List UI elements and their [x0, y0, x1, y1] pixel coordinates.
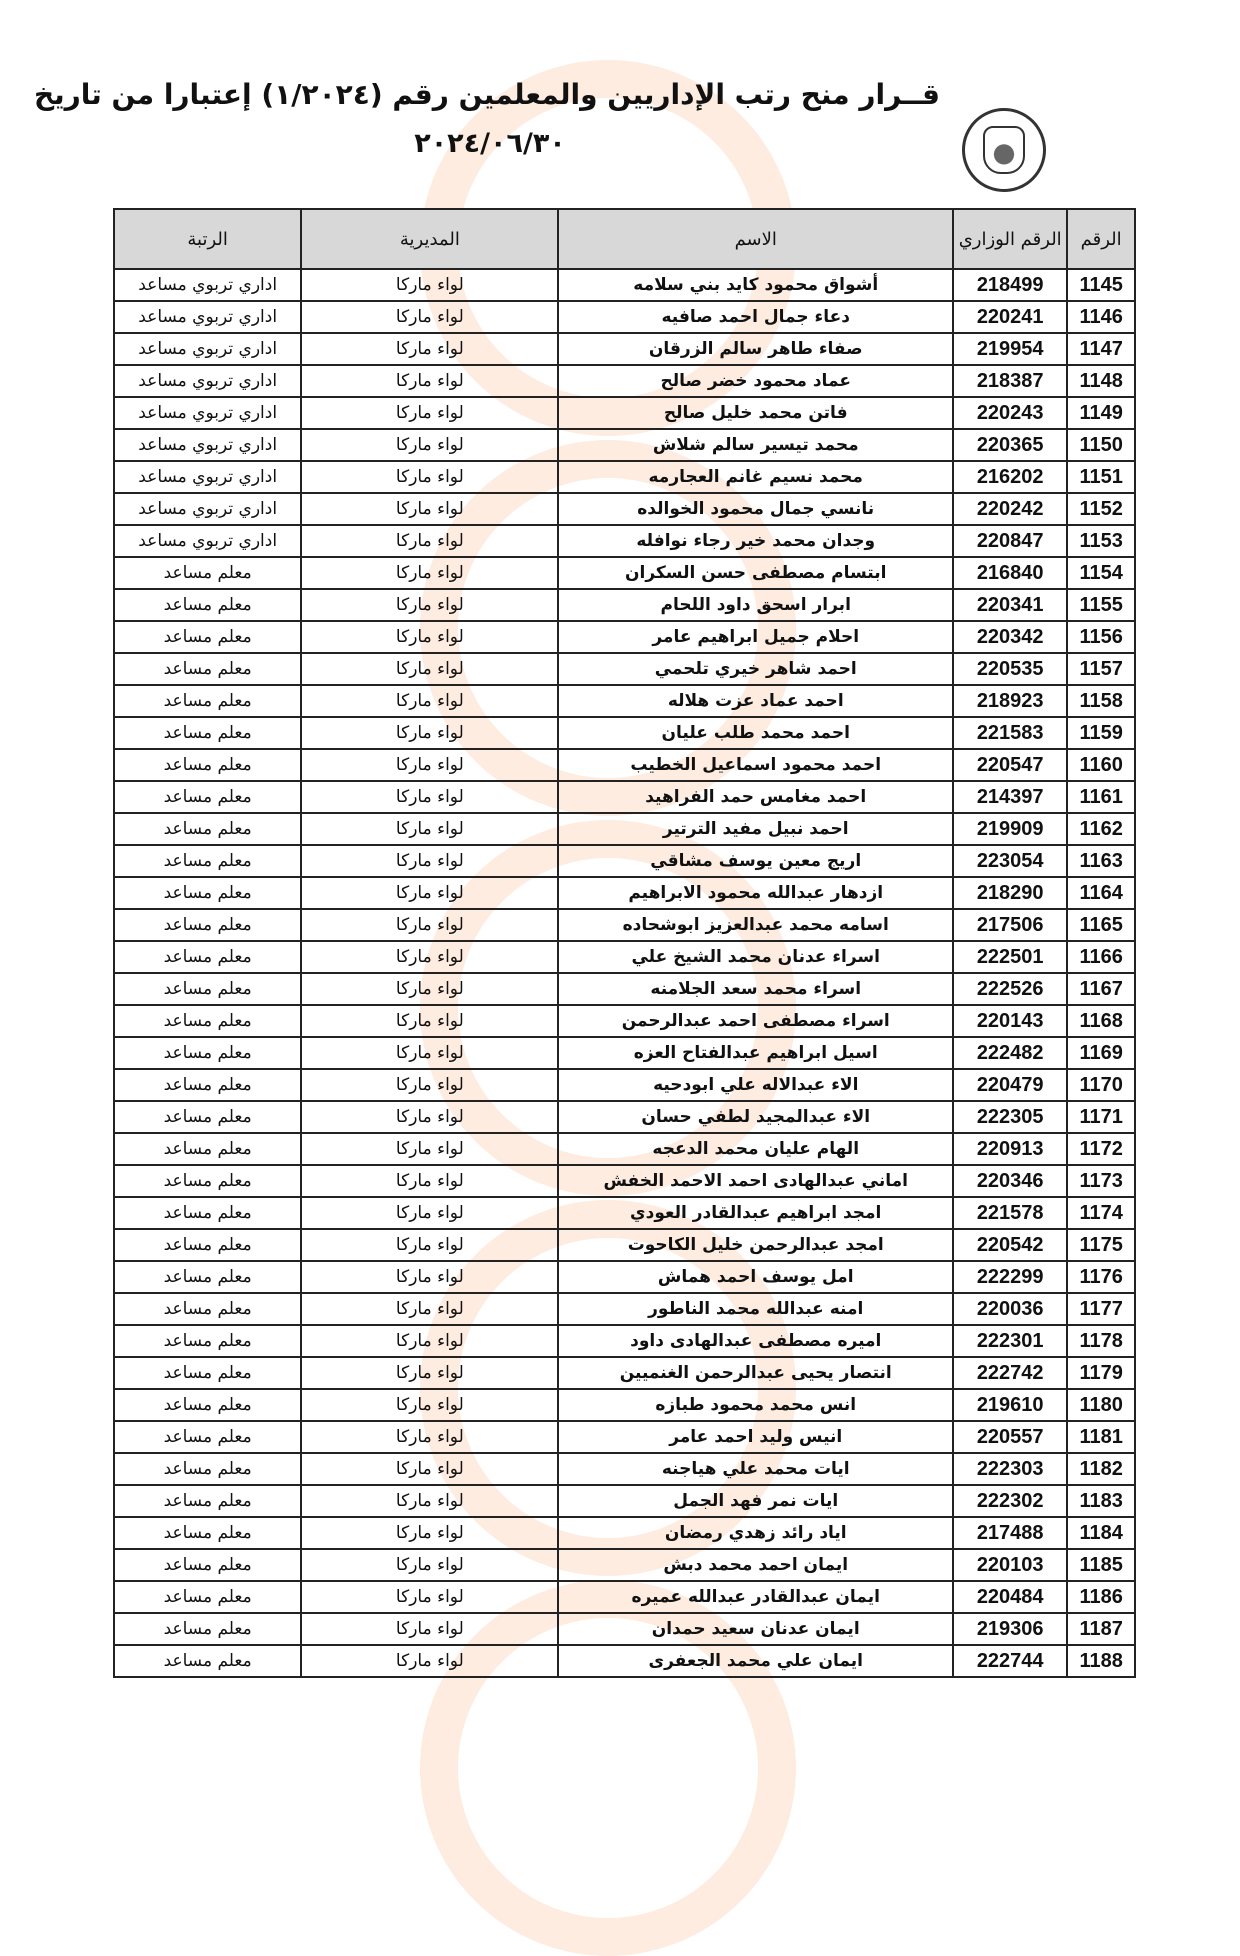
employee-name: ايمان علي محمد الجعفرى: [558, 1645, 953, 1677]
directorate: لواء ماركا: [301, 1133, 558, 1165]
row-number: 1178: [1067, 1325, 1135, 1357]
row-number: 1181: [1067, 1421, 1135, 1453]
row-number: 1145: [1067, 269, 1135, 301]
directorate: لواء ماركا: [301, 1229, 558, 1261]
row-number: 1158: [1067, 685, 1135, 717]
table-row: [114, 1069, 1135, 1101]
rank: معلم مساعد: [114, 1549, 301, 1581]
rank: اداري تربوي مساعد: [114, 333, 301, 365]
rank: معلم مساعد: [114, 1453, 301, 1485]
rank: معلم مساعد: [114, 1197, 301, 1229]
rank: اداري تربوي مساعد: [114, 461, 301, 493]
table-row: [114, 1293, 1135, 1325]
crest-icon: [983, 126, 1025, 174]
employee-name: امجد ابراهيم عبدالقادر العودي: [558, 1197, 953, 1229]
table-row: [114, 749, 1135, 781]
table-row: [114, 781, 1135, 813]
rank: معلم مساعد: [114, 1581, 301, 1613]
rank: معلم مساعد: [114, 1613, 301, 1645]
ministry-number: 218499: [953, 269, 1067, 301]
table-row: [114, 461, 1135, 493]
table-row: [114, 1005, 1135, 1037]
row-number: 1170: [1067, 1069, 1135, 1101]
row-number: 1167: [1067, 973, 1135, 1005]
employee-name: اسراء عدنان محمد الشيخ علي: [558, 941, 953, 973]
rank: معلم مساعد: [114, 557, 301, 589]
employee-name: احمد محمود اسماعيل الخطيب: [558, 749, 953, 781]
directorate: لواء ماركا: [301, 1421, 558, 1453]
directorate: لواء ماركا: [301, 1581, 558, 1613]
rank: معلم مساعد: [114, 781, 301, 813]
rank: معلم مساعد: [114, 1517, 301, 1549]
table-row: [114, 1549, 1135, 1581]
rank: معلم مساعد: [114, 717, 301, 749]
row-number: 1172: [1067, 1133, 1135, 1165]
row-number: 1184: [1067, 1517, 1135, 1549]
ministry-number: 222742: [953, 1357, 1067, 1389]
row-number: 1164: [1067, 877, 1135, 909]
row-number: 1161: [1067, 781, 1135, 813]
employee-name: اماني عبدالهادى احمد الاحمد الخفش: [558, 1165, 953, 1197]
employee-name: احمد عماد عزت هلاله: [558, 685, 953, 717]
table-row: [114, 1229, 1135, 1261]
rank: معلم مساعد: [114, 1037, 301, 1069]
directorate: لواء ماركا: [301, 653, 558, 685]
table-row: [114, 1645, 1135, 1677]
table-row: [114, 1517, 1135, 1549]
directorate: لواء ماركا: [301, 269, 558, 301]
employee-name: اسامه محمد عبدالعزيز ابوشحاده: [558, 909, 953, 941]
rank: معلم مساعد: [114, 749, 301, 781]
employee-name: امجد عبدالرحمن خليل الكاحوت: [558, 1229, 953, 1261]
row-number: 1157: [1067, 653, 1135, 685]
directorate: لواء ماركا: [301, 1357, 558, 1389]
rank: اداري تربوي مساعد: [114, 429, 301, 461]
ministry-logo: [962, 108, 1046, 192]
directorate: لواء ماركا: [301, 589, 558, 621]
table-row: [114, 1133, 1135, 1165]
row-number: 1147: [1067, 333, 1135, 365]
ministry-number: 220143: [953, 1005, 1067, 1037]
ministry-number: 220535: [953, 653, 1067, 685]
ministry-number: 220847: [953, 525, 1067, 557]
table-row: [114, 621, 1135, 653]
employee-name: محمد نسيم غانم العجارمه: [558, 461, 953, 493]
directorate: لواء ماركا: [301, 781, 558, 813]
ministry-number: 216840: [953, 557, 1067, 589]
directorate: لواء ماركا: [301, 813, 558, 845]
directorate: لواء ماركا: [301, 1101, 558, 1133]
directorate: لواء ماركا: [301, 909, 558, 941]
rank: اداري تربوي مساعد: [114, 493, 301, 525]
col-number: الرقم: [1067, 209, 1135, 269]
ministry-number: 220346: [953, 1165, 1067, 1197]
rank: معلم مساعد: [114, 1165, 301, 1197]
table-row: [114, 269, 1135, 301]
document-date: ٢٠٢٤/٠٦/٣٠: [414, 128, 566, 159]
rank: معلم مساعد: [114, 621, 301, 653]
employee-name: ايمان احمد محمد دبش: [558, 1549, 953, 1581]
employee-name: اريج معين يوسف مشاقي: [558, 845, 953, 877]
table-row: [114, 1421, 1135, 1453]
ministry-number: 220479: [953, 1069, 1067, 1101]
ministry-number: 222299: [953, 1261, 1067, 1293]
employee-name: اميره مصطفى عبدالهادى داود: [558, 1325, 953, 1357]
rank: معلم مساعد: [114, 1261, 301, 1293]
directorate: لواء ماركا: [301, 845, 558, 877]
rank: معلم مساعد: [114, 941, 301, 973]
ministry-number: 220341: [953, 589, 1067, 621]
rank: معلم مساعد: [114, 1389, 301, 1421]
employee-name: انس محمد محمود طبازه: [558, 1389, 953, 1421]
rank: معلم مساعد: [114, 685, 301, 717]
table-row: [114, 333, 1135, 365]
table-row: [114, 845, 1135, 877]
directorate: لواء ماركا: [301, 557, 558, 589]
directorate: لواء ماركا: [301, 1325, 558, 1357]
employee-name: اياد رائد زهدي رمضان: [558, 1517, 953, 1549]
rank: معلم مساعد: [114, 1357, 301, 1389]
employee-name: ابرار اسحق داود اللحام: [558, 589, 953, 621]
directorate: لواء ماركا: [301, 877, 558, 909]
employee-name: ايات نمر فهد الجمل: [558, 1485, 953, 1517]
ministry-number: 222526: [953, 973, 1067, 1005]
table-row: [114, 1581, 1135, 1613]
employee-name: أشواق محمود كايد بني سلامه: [558, 269, 953, 301]
table-row: [114, 1037, 1135, 1069]
row-number: 1186: [1067, 1581, 1135, 1613]
row-number: 1151: [1067, 461, 1135, 493]
rank: معلم مساعد: [114, 1101, 301, 1133]
row-number: 1160: [1067, 749, 1135, 781]
row-number: 1165: [1067, 909, 1135, 941]
table-row: [114, 813, 1135, 845]
document-title: قــرار منح رتب الإداريين والمعلمين رقم (١/٢٠٢٤) إعتبارا من تاريخ: [33, 78, 940, 111]
ministry-number: 218290: [953, 877, 1067, 909]
ministry-number: 220484: [953, 1581, 1067, 1613]
table-row: [114, 653, 1135, 685]
ministry-number: 219909: [953, 813, 1067, 845]
ministry-number: 218387: [953, 365, 1067, 397]
ministry-number: 222302: [953, 1485, 1067, 1517]
employee-name: محمد تيسير سالم شلاش: [558, 429, 953, 461]
ministry-number: 221578: [953, 1197, 1067, 1229]
col-ministry-number: الرقم الوزاري: [953, 209, 1067, 269]
directorate: لواء ماركا: [301, 1069, 558, 1101]
employee-name: ابتسام مصطفى حسن السكران: [558, 557, 953, 589]
table-row: [114, 301, 1135, 333]
ministry-number: 220242: [953, 493, 1067, 525]
row-number: 1159: [1067, 717, 1135, 749]
employee-name: فاتن محمد خليل صالح: [558, 397, 953, 429]
rank: معلم مساعد: [114, 1645, 301, 1677]
directorate: لواء ماركا: [301, 1005, 558, 1037]
ministry-number: 220547: [953, 749, 1067, 781]
employee-name: وجدان محمد خير رجاء نوافله: [558, 525, 953, 557]
table-row: [114, 941, 1135, 973]
employee-name: احمد نبيل مفيد الترتير: [558, 813, 953, 845]
col-rank: الرتبة: [114, 209, 301, 269]
ministry-number: 221583: [953, 717, 1067, 749]
directorate: لواء ماركا: [301, 749, 558, 781]
table-row: [114, 1261, 1135, 1293]
employee-name: ازدهار عبدالله محمود الابراهيم: [558, 877, 953, 909]
directorate: لواء ماركا: [301, 1549, 558, 1581]
directorate: لواء ماركا: [301, 621, 558, 653]
table-row: [114, 1485, 1135, 1517]
employee-name: ايات محمد علي هياجنه: [558, 1453, 953, 1485]
table-row: [114, 1613, 1135, 1645]
rank: معلم مساعد: [114, 589, 301, 621]
directorate: لواء ماركا: [301, 941, 558, 973]
rank: معلم مساعد: [114, 1069, 301, 1101]
ministry-number: 222305: [953, 1101, 1067, 1133]
row-number: 1149: [1067, 397, 1135, 429]
ministry-number: 220913: [953, 1133, 1067, 1165]
ministry-number: 222744: [953, 1645, 1067, 1677]
ministry-number: 222501: [953, 941, 1067, 973]
row-number: 1152: [1067, 493, 1135, 525]
row-number: 1169: [1067, 1037, 1135, 1069]
rank: معلم مساعد: [114, 909, 301, 941]
ministry-number: 222301: [953, 1325, 1067, 1357]
directorate: لواء ماركا: [301, 1037, 558, 1069]
row-number: 1176: [1067, 1261, 1135, 1293]
directorate: لواء ماركا: [301, 1485, 558, 1517]
table-row: [114, 1389, 1135, 1421]
directorate: لواء ماركا: [301, 1197, 558, 1229]
table-row: [114, 429, 1135, 461]
table-row: [114, 1197, 1135, 1229]
row-number: 1179: [1067, 1357, 1135, 1389]
employee-name: احلام جميل ابراهيم عامر: [558, 621, 953, 653]
row-number: 1148: [1067, 365, 1135, 397]
row-number: 1174: [1067, 1197, 1135, 1229]
directorate: لواء ماركا: [301, 429, 558, 461]
table-row: [114, 877, 1135, 909]
row-number: 1156: [1067, 621, 1135, 653]
table-row: [114, 493, 1135, 525]
row-number: 1175: [1067, 1229, 1135, 1261]
employee-name: احمد مغامس حمد الفراهيد: [558, 781, 953, 813]
rank: معلم مساعد: [114, 1421, 301, 1453]
directorate: لواء ماركا: [301, 397, 558, 429]
row-number: 1187: [1067, 1613, 1135, 1645]
employee-name: الهام عليان محمد الدعجه: [558, 1133, 953, 1165]
directorate: لواء ماركا: [301, 333, 558, 365]
directorate: لواء ماركا: [301, 1453, 558, 1485]
directorate: لواء ماركا: [301, 1389, 558, 1421]
employee-name: انيس وليد احمد عامر: [558, 1421, 953, 1453]
row-number: 1183: [1067, 1485, 1135, 1517]
ministry-number: 219610: [953, 1389, 1067, 1421]
employee-name: احمد شاهر خيري تلحمي: [558, 653, 953, 685]
table-row: [114, 557, 1135, 589]
employee-name: الاء عبدالاله علي ابودحيه: [558, 1069, 953, 1101]
rank: معلم مساعد: [114, 877, 301, 909]
directorate: لواء ماركا: [301, 461, 558, 493]
table-row: [114, 685, 1135, 717]
row-number: 1163: [1067, 845, 1135, 877]
employee-name: اسيل ابراهيم عبدالفتاح العزه: [558, 1037, 953, 1069]
table-header-row: [114, 209, 1135, 269]
rank: اداري تربوي مساعد: [114, 269, 301, 301]
row-number: 1185: [1067, 1549, 1135, 1581]
table-row: [114, 1357, 1135, 1389]
ministry-number: 220103: [953, 1549, 1067, 1581]
directorate: لواء ماركا: [301, 1613, 558, 1645]
rank: اداري تربوي مساعد: [114, 365, 301, 397]
ministry-number: 220342: [953, 621, 1067, 653]
rank: معلم مساعد: [114, 1133, 301, 1165]
directorate: لواء ماركا: [301, 1293, 558, 1325]
row-number: 1182: [1067, 1453, 1135, 1485]
table-row: [114, 365, 1135, 397]
row-number: 1155: [1067, 589, 1135, 621]
ministry-number: 220557: [953, 1421, 1067, 1453]
table-row: [114, 717, 1135, 749]
employee-name: دعاء جمال احمد صافيه: [558, 301, 953, 333]
rank: اداري تربوي مساعد: [114, 397, 301, 429]
employee-name: ايمان عدنان سعيد حمدان: [558, 1613, 953, 1645]
rank: اداري تربوي مساعد: [114, 525, 301, 557]
table-row: [114, 589, 1135, 621]
directorate: لواء ماركا: [301, 301, 558, 333]
ministry-number: 217506: [953, 909, 1067, 941]
row-number: 1168: [1067, 1005, 1135, 1037]
ministry-number: 220036: [953, 1293, 1067, 1325]
table-row: [114, 397, 1135, 429]
employee-name: اسراء مصطفى احمد عبدالرحمن: [558, 1005, 953, 1037]
directorate: لواء ماركا: [301, 1645, 558, 1677]
employee-name: انتصار يحيى عبدالرحمن الغنميين: [558, 1357, 953, 1389]
rank: معلم مساعد: [114, 653, 301, 685]
row-number: 1177: [1067, 1293, 1135, 1325]
rank: معلم مساعد: [114, 1229, 301, 1261]
row-number: 1153: [1067, 525, 1135, 557]
rank: معلم مساعد: [114, 973, 301, 1005]
directorate: لواء ماركا: [301, 1261, 558, 1293]
employee-name: عماد محمود خضر صالح: [558, 365, 953, 397]
row-number: 1188: [1067, 1645, 1135, 1677]
row-number: 1171: [1067, 1101, 1135, 1133]
grades-table: [113, 208, 1136, 1678]
rank: معلم مساعد: [114, 813, 301, 845]
table-row: [114, 1165, 1135, 1197]
row-number: 1154: [1067, 557, 1135, 589]
directorate: لواء ماركا: [301, 973, 558, 1005]
col-name: الاسم: [558, 209, 953, 269]
row-number: 1162: [1067, 813, 1135, 845]
row-number: 1150: [1067, 429, 1135, 461]
ministry-number: 214397: [953, 781, 1067, 813]
directorate: لواء ماركا: [301, 525, 558, 557]
row-number: 1173: [1067, 1165, 1135, 1197]
row-number: 1146: [1067, 301, 1135, 333]
col-directorate: المديرية: [301, 209, 558, 269]
table-row: [114, 909, 1135, 941]
rank: معلم مساعد: [114, 1293, 301, 1325]
ministry-number: 220243: [953, 397, 1067, 429]
employee-name: نانسي جمال محمود الخوالده: [558, 493, 953, 525]
table-row: [114, 973, 1135, 1005]
employee-name: امنه عبدالله محمد الناطور: [558, 1293, 953, 1325]
employee-name: صفاء طاهر سالم الزرقان: [558, 333, 953, 365]
rank: معلم مساعد: [114, 1325, 301, 1357]
rank: معلم مساعد: [114, 1485, 301, 1517]
employee-name: ايمان عبدالقادر عبدالله عميره: [558, 1581, 953, 1613]
directorate: لواء ماركا: [301, 365, 558, 397]
ministry-number: 219306: [953, 1613, 1067, 1645]
ministry-number: 218923: [953, 685, 1067, 717]
row-number: 1166: [1067, 941, 1135, 973]
table-row: [114, 1101, 1135, 1133]
directorate: لواء ماركا: [301, 1165, 558, 1197]
employee-name: امل يوسف احمد هماش: [558, 1261, 953, 1293]
ministry-number: 220241: [953, 301, 1067, 333]
ministry-number: 220542: [953, 1229, 1067, 1261]
ministry-number: 217488: [953, 1517, 1067, 1549]
ministry-number: 223054: [953, 845, 1067, 877]
directorate: لواء ماركا: [301, 717, 558, 749]
employee-name: اسراء محمد سعد الجلامنه: [558, 973, 953, 1005]
row-number: 1180: [1067, 1389, 1135, 1421]
directorate: لواء ماركا: [301, 1517, 558, 1549]
rank: معلم مساعد: [114, 845, 301, 877]
ministry-number: 222303: [953, 1453, 1067, 1485]
employee-name: الاء عبدالمجيد لطفي حسان: [558, 1101, 953, 1133]
table-row: [114, 1453, 1135, 1485]
employee-name: احمد محمد طلب عليان: [558, 717, 953, 749]
directorate: لواء ماركا: [301, 685, 558, 717]
rank: معلم مساعد: [114, 1005, 301, 1037]
ministry-number: 219954: [953, 333, 1067, 365]
ministry-number: 216202: [953, 461, 1067, 493]
table-row: [114, 1325, 1135, 1357]
directorate: لواء ماركا: [301, 493, 558, 525]
table-row: [114, 525, 1135, 557]
rank: اداري تربوي مساعد: [114, 301, 301, 333]
ministry-number: 222482: [953, 1037, 1067, 1069]
ministry-number: 220365: [953, 429, 1067, 461]
